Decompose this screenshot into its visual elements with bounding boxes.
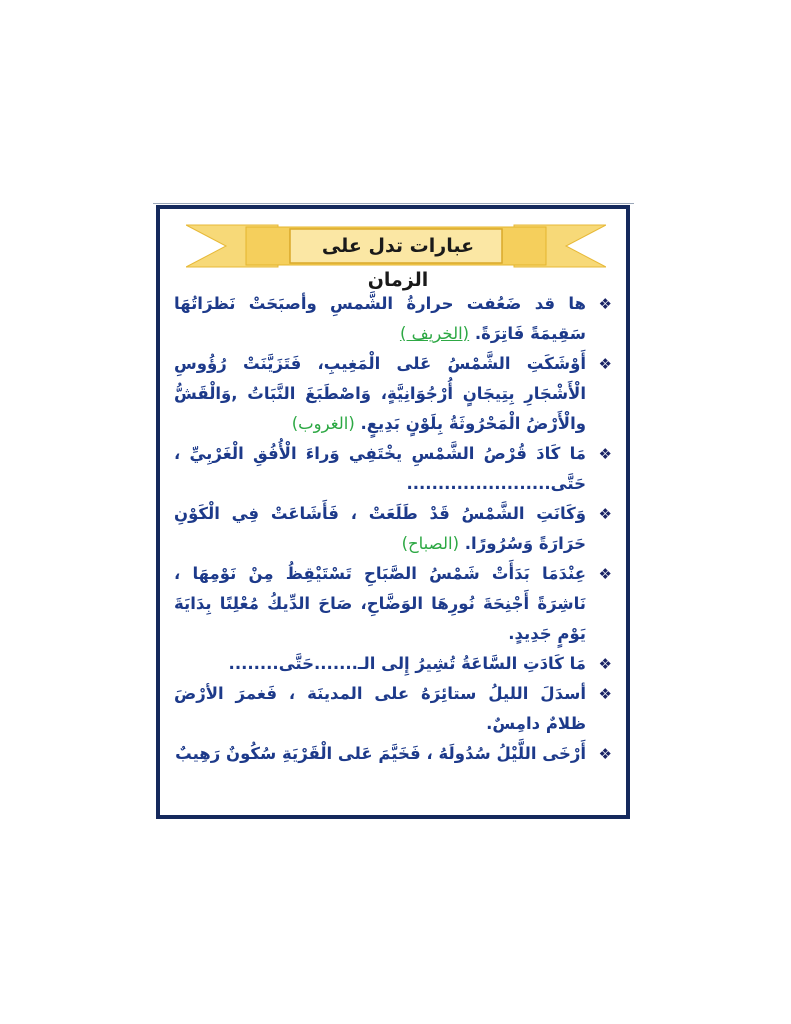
page-title: عبارات تدل على الزمان [321, 235, 475, 291]
worksheet-card [156, 205, 630, 819]
item-text: أَوْشَكَتِ الشَّمْسُ عَلى الْمَغِيبِ، فَتَزَيَّنَتْ رُؤُوسِ الْأَشْجَارِ بِتِيجَانٍ أُرْجُوَانِيَّةٍ، وَاصْطَبَغَ النَّبَاتُ ,وَالْقَشُّ والْأَرْضُ الْمَحْرُوثَةُ بِلَوْنٍ بَدِيعٍ. [174, 354, 586, 433]
item-text: مَا كَادَتِ السَّاعَةُ تُشِيرُ إِلى الـ.......حَتَّى........ [228, 654, 586, 673]
diamond-four-dots-icon: ❖ [598, 745, 612, 763]
top-rule [153, 203, 634, 204]
list-item [174, 499, 614, 559]
list-item [174, 559, 614, 649]
diamond-four-dots-icon: ❖ [598, 565, 612, 583]
diamond-four-dots-icon: ❖ [598, 295, 612, 313]
item-text: أَرْخَى اللَّيْلُ سُدُولَهُ ، فَخَيَّمَ عَلى الْقَرْيَةِ سُكُونٌ رَهِيبٌ [175, 744, 586, 763]
list-item [174, 649, 614, 679]
phrase-list [174, 289, 614, 769]
list-item [174, 739, 614, 769]
item-answer: (الغروب) [291, 414, 355, 433]
list-item [174, 289, 614, 349]
diamond-four-dots-icon: ❖ [598, 685, 612, 703]
item-answer: (الخريف ) [399, 324, 470, 343]
diamond-four-dots-icon: ❖ [598, 655, 612, 673]
item-answer: (الصباح) [401, 534, 460, 553]
item-text: وَكَانَتِ الشَّمْسُ قَدْ طَلَعَتْ ، فَأَشَاعَتْ فِي الْكَوْنِ حَرَارَةً وَسُرُورًا. [174, 504, 586, 553]
list-item [174, 349, 614, 439]
diamond-four-dots-icon: ❖ [598, 445, 612, 463]
item-text: ها قد ضَعُفت حرارةُ الشَّمسِ وأصبَحَتْ نَظرَاتُهَا سَقِيمَةً فَاتِرَةً. [174, 294, 586, 343]
item-text: عِنْدَمَا بَدَأَتْ شَمْسُ الصَّبَاحِ تَسْتَيْقِظُ مِنْ نَوْمِهَا ، نَاشِرَةً أَجْنِحَةَ نُورِهَا الوَضَّاحِ، صَاحَ الدِّيكُ مُعْلِنًا بِدَايَةَ يَوْمٍ جَدِيدٍ. [174, 564, 586, 643]
diamond-four-dots-icon: ❖ [598, 355, 612, 373]
item-text: مَا كَادَ قُرْصُ الشَّمْسِ يخْتَفِي وَراءَ الْأُفُقِ الْغَرْبِيِّ ، حَتَّى....................... [174, 444, 586, 493]
list-item [174, 679, 614, 739]
list-item [174, 439, 614, 499]
title-ribbon [186, 223, 606, 291]
diamond-four-dots-icon: ❖ [598, 505, 612, 523]
item-text: أسدَلَ الليلُ ستائِرَهُ على المدينَة ، فَغمرَ الأرْضَ ظلامٌ دامِسٌ. [174, 684, 586, 733]
